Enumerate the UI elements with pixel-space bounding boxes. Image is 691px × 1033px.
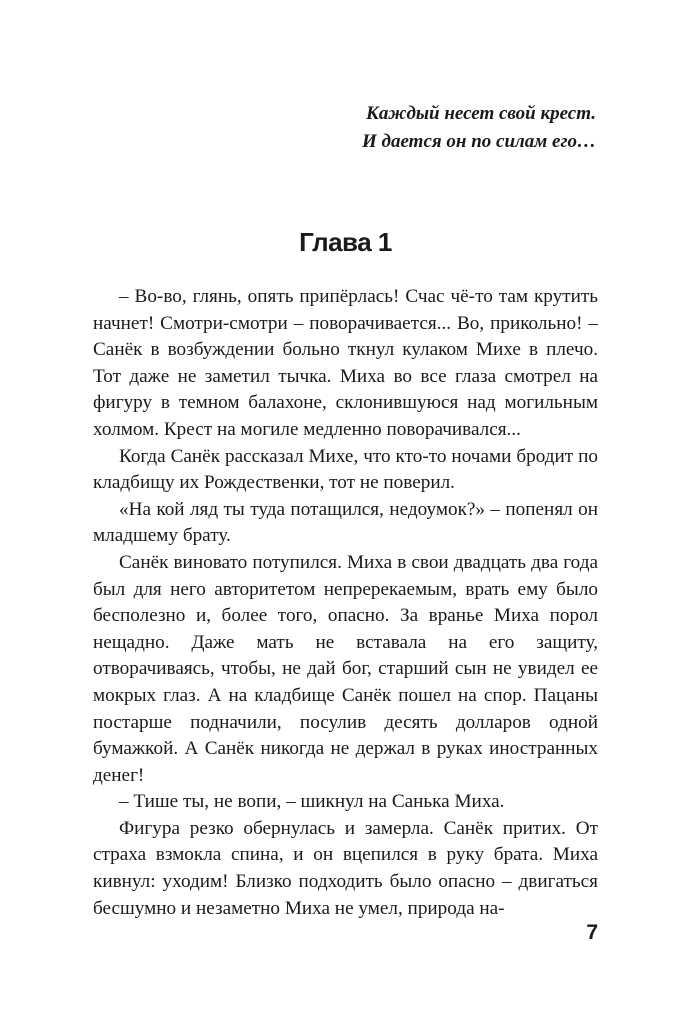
paragraph: – Тише ты, не вопи, – шикнул на Санька Миха. — [119, 791, 505, 813]
epigraph-line-2: И дается он по силам его… — [362, 131, 596, 152]
epigraph-line-1: Каждый несет свой крест. — [365, 103, 596, 124]
epigraph — [362, 100, 596, 156]
paragraph: Когда Санёк рассказал Михе, что кто-то ночами бродит по кладбищу их Рождественки, тот не поверил. — [93, 445, 598, 494]
body-text — [93, 284, 598, 922]
paragraph: Санёк виновато потупился. Миха в свои двадцать два года был для него авторитетом непререкаемым, врать ему было бесполезно и, более того, опасно. За вранье Миха порол нещадно. Даже мать не вставала на его защиту, отворачиваясь, чтобы, не дай бог, старший сын не увидел ее мокрых глаз. А на кладбище Санёк пошел на спор. Пацаны постарше подначили, посулив десять долларов одной бумажкой. А Санёк никогда не держал в руках иностранных денег! — [93, 551, 598, 786]
page-number: 7 — [586, 921, 598, 944]
chapter-title: Глава 1 — [299, 227, 392, 257]
paragraph: Фигура резко обернулась и замерла. Санёк притих. От страха взмокла спина, и он вцепился в руку брата. Миха кивнул: уходим! Близко подходить было опасно – двигаться бесшумно и незаметно Миха не умел, природа на- — [93, 817, 598, 919]
paragraph: «На кой ляд ты туда потащился, недоумок?» – попенял он младшему брату. — [93, 498, 598, 547]
paragraph: – Во-во, глянь, опять припёрлась! Счас чё-то там крутить начнет! Смотри-смотри – поворачивается... Во, прикольно! – Санёк в возбуждении больно ткнул кулаком Михе в плечо. Тот даже не заметил тычка. Миха во все глаза смотрел на фигуру в темном балахоне, склонившуюся над могильным холмом. Крест на могиле медленно поворачивался... — [93, 286, 598, 440]
